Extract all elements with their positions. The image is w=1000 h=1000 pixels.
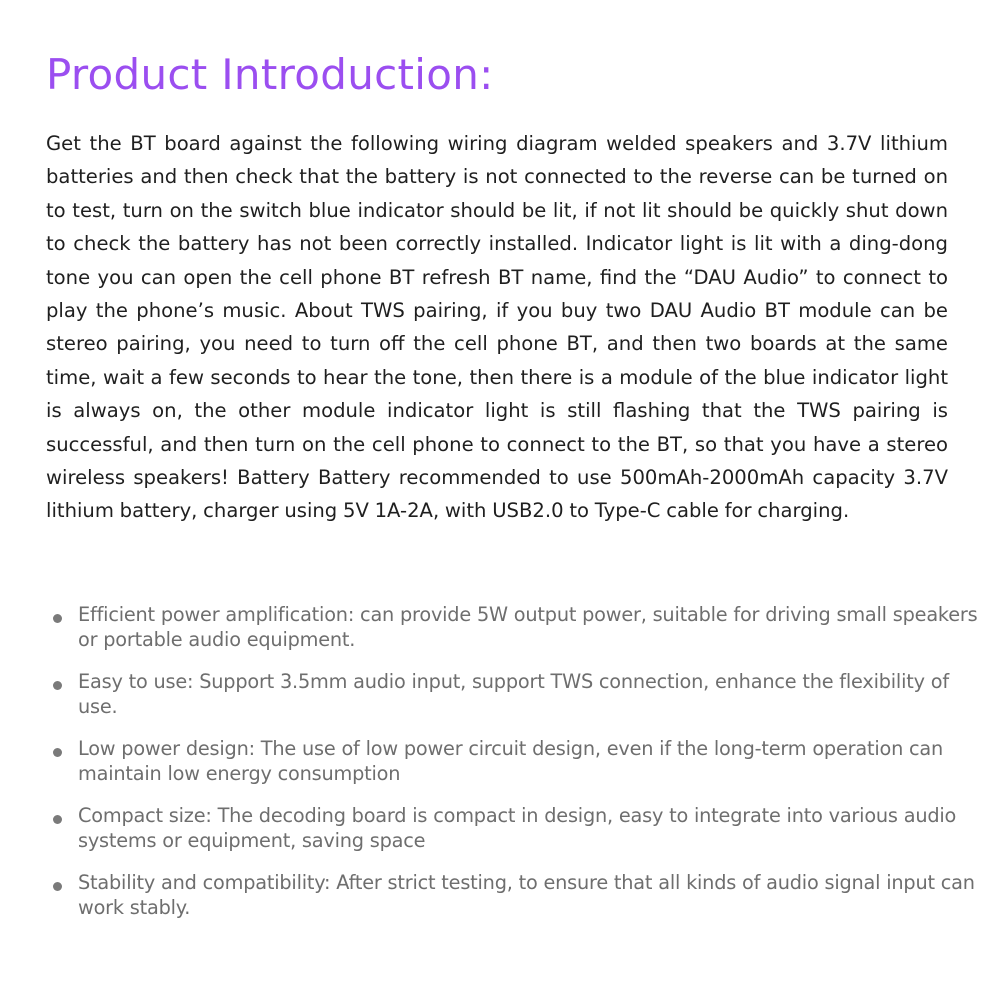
feature-text: Stability and compatibility: After strict testing, to ensure that all kinds of audio signal input can work stably.: [78, 871, 975, 919]
bullet-icon: [53, 815, 62, 824]
intro-paragraph: Get the BT board against the following wiring diagram welded speakers and 3.7V lithium batteries and then check that the battery is not connected to the reverse can be turned on to test, turn on the switch blue indicator should be lit, if not lit should be quickly shut down to check the battery has not been correctly installed. Indicator light is lit with a ding-dong tone you can open the cell phone BT refresh BT name, find the “DAU Audio” to connect to play the phone’s music. About TWS pairing, if you buy two DAU Audio BT module can be stereo pairing, you need to turn off the cell phone BT, and then two boards at the same time, wait a few seconds to hear the tone, then there is a module of the blue indicator light is always on, the other module indicator light is still flashing that the TWS pairing is successful, and then turn on the cell phone to connect to the BT, so that you have a stereo wireless speakers! Battery Battery recommended to use 500mAh-2000mAh capacity 3.7V lithium battery, charger using 5V 1A-2A, with USB2.0 to Type-C cable for charging.: [46, 132, 948, 523]
feature-item-easy-to-use: [50, 670, 990, 719]
bullet-icon: [53, 681, 62, 690]
feature-item-power-amplification: [50, 603, 990, 652]
bullet-icon: [53, 748, 62, 757]
page-title: Product Introduction:: [46, 50, 494, 99]
feature-text: Low power design: The use of low power circuit design, even if the long-term operation can maintain low energy consumption: [78, 737, 944, 785]
feature-text: Compact size: The decoding board is compact in design, easy to integrate into various audio systems or equipment, saving space: [78, 804, 957, 852]
bullet-icon: [53, 614, 62, 623]
feature-item-low-power: [50, 737, 990, 786]
feature-item-compact-size: [50, 804, 990, 853]
feature-list: [50, 603, 990, 938]
feature-text: Easy to use: Support 3.5mm audio input, support TWS connection, enhance the flexibility of use.: [78, 670, 949, 718]
feature-text: Efficient power amplification: can provide 5W output power, suitable for driving small speakers or portable audio equipment.: [78, 603, 978, 651]
feature-item-stability: [50, 871, 990, 920]
bullet-icon: [53, 882, 62, 891]
